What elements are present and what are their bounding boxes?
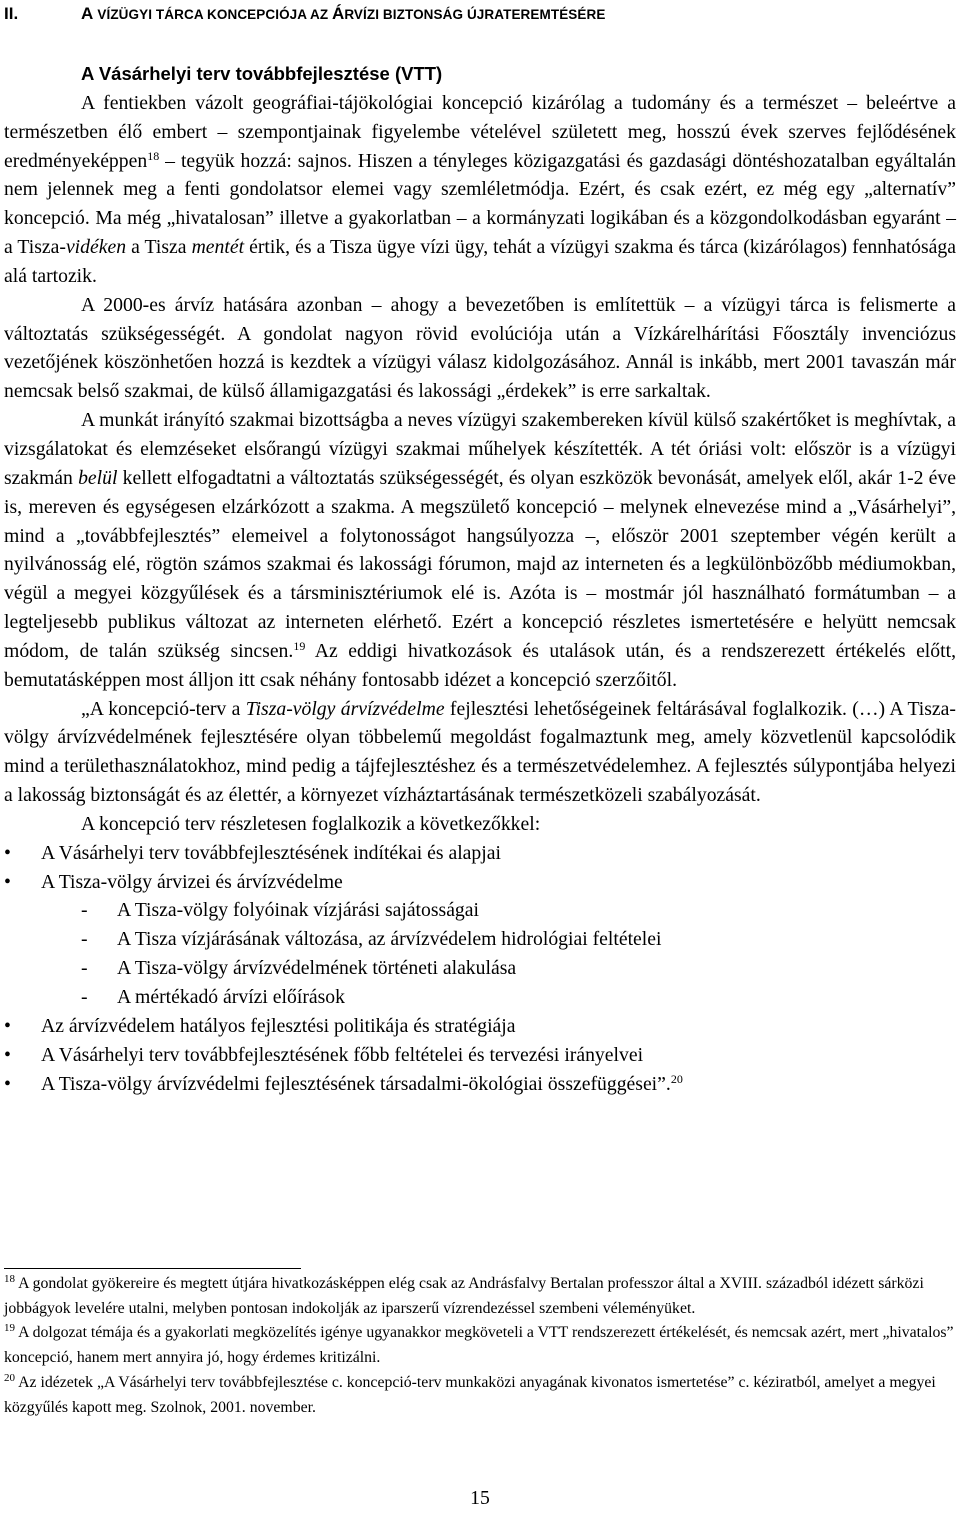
paragraph-3-text-a: A munkát irányító szakmai bizottságba a neves vízügyi szakembereken kívül külső szakértőket is meghívtak, a vizsgálatokat és elemzéseket elsőrangú vízügyi szakmai műhelyek készítették. A tét óriási volt: először is a vízügyi szakmán (4, 409, 956, 489)
bullet-icon: • (4, 870, 11, 893)
footnote-ref-18: 18 (147, 148, 160, 163)
quote-text-a: „A koncepció-terv a (81, 697, 246, 720)
footnote-text: A dolgozat témája és a gyakorlati megközelítés igénye ugyanakkor megköveteli a VTT rendszerezett értékelését, és nemcsak azért, mert „hivatalos” koncepció, hanem mert annyira jó, hogy érdemes kritizálni. (4, 1324, 954, 1367)
list-item-text: A Vásárhelyi terv továbbfejlesztésének főbb feltételei és tervezési irányelvei (41, 1043, 644, 1066)
footnote-number: 19 (4, 1322, 15, 1335)
footnote-20 (4, 1371, 956, 1420)
list-item (4, 839, 956, 868)
topic-list (4, 839, 956, 897)
paragraph-1-emphasis-2: mentét (191, 236, 245, 259)
footnote-divider (4, 1268, 301, 1269)
paragraph-3-emphasis: belül (78, 466, 118, 489)
footnote-text: Az idézetek „A Vásárhelyi terv továbbfejlesztése c. koncepció-terv munkaközi anyagának kivonatos ismertetése” c. kéziratból, amelyet a megyei közgyűlés kapott meg. Szolnok, 2001. november. (4, 1373, 936, 1416)
paragraph-1-emphasis-1: vidéken (65, 236, 127, 259)
sub-list-item (4, 983, 956, 1012)
paragraph-1-text-c: Ma még „hivatalosan” illetve a gyakorlatban – a kormányzati logikában és a közgondolkodásban egyaránt – a Tisza- (4, 207, 956, 259)
chapter-title-part-1: VÍZÜGYI TÁRCA KONCEPCIÓJA AZ (97, 7, 333, 22)
sub-topic-list (4, 896, 956, 1011)
list-item (4, 1041, 956, 1070)
footnote-ref-20: 20 (670, 1071, 683, 1086)
paragraph-2: A 2000-es árvíz hatására azonban – ahogy a bevezetőben is említettük – a vízügyi tárca is felismerte a változtatás szükségességét. A gondolat nagyon rövid evolúciója után a Vízkárelhárítási Főosztály invenciózus vezetőjének köszönhetően hozzá is kezdtek a vízügyi válasz kidolgozásához. Annál is inkább, mert 2001 tavaszán már nemcsak belső szakmai, de külső államigazgatási és lakossági „érdekek” is erre sarkaltak. (4, 293, 956, 403)
footnote-text: A gondolat gyökereire és megtett útjára hivatkozásképpen elég csak az Andrásfalvy Bertalan professzor által a XVIII. századból idézett sárközi jobbágyok levelére utalni, melyben pontosan indokolják az iparszerű vízrendezéssel szembeni véleményüket. (4, 1275, 924, 1317)
sub-list-item-text: A Tisza-völgy folyóinak vízjárási sajátosságai (117, 899, 479, 922)
footnote-ref-19: 19 (293, 638, 306, 653)
chapter-number: II. (4, 4, 19, 23)
footnote-number: 20 (4, 1371, 15, 1384)
dash-icon: - (81, 928, 88, 951)
list-item-text: A Tisza-völgy árvízvédelmi fejlesztésének társadalmi-ökológiai összefüggései”. (41, 1072, 671, 1095)
sub-list-item (4, 954, 956, 983)
list-intro: A koncepció terv részletesen foglalkozik a következőkkel: (81, 812, 541, 835)
paragraph-1-text-d: a Tisza (126, 236, 192, 259)
sub-list-item-text: A Tisza-völgy árvízvédelmének történeti alakulása (117, 957, 517, 980)
paragraph-1 (4, 89, 956, 291)
paragraph-3-text-c: Az eddigi hivatkozások és utalások után, és a rendszerezett értékelés előtt, bemutatásképpen most álljon itt csak néhány fontosabb idézet a koncepció szerzőitől. (4, 639, 956, 691)
chapter-title-initial-1: A (81, 4, 98, 23)
chapter-title (4, 4, 956, 25)
sub-list-item (4, 925, 956, 954)
footnote-19 (4, 1321, 956, 1370)
dash-icon: - (81, 899, 88, 922)
sub-list-item-text: A mértékadó árvízi előírások (117, 986, 345, 1008)
body-text (4, 60, 956, 1098)
dash-icon: - (81, 957, 88, 980)
section-heading: A Vásárhelyi terv továbbfejlesztése (VTT) (81, 63, 443, 84)
paragraph-3-text-b: kellett elfogadtatni a változtatás szükségességét, és olyan eszközök bevonását, amelyek elől, akár 1-2 éve is, mereven és egységesen elzárkózott a szakma. A megszülető koncepció – melynek elnevezése mind a „Vásárhelyi”, mind a „továbbfejlesztés” elemeivel a folytonosságot hangsúlyozza –, először 2001 szeptember végén került a nyilvánosság elé, rögtön számos szakmai és lakossági fórumon, majd az interneten és a legkülönbözőbb médiumokban, végül a megyei közgyűlések és a társminisztériumok elé is. Azóta is – mostmár jól használható formátumban – a legteljesebb publikus változat az interneten elérhető. Ezért a koncepció részletes ismertetésére e helyütt nemcsak módom, de talán szükség sincsen. (4, 466, 956, 662)
sub-list-item-text: A Tisza vízjárásának változása, az árvízvédelem hidrológiai feltételei (117, 928, 662, 951)
sub-list-item (4, 896, 956, 925)
paragraph-1-text-a: A fentiekben vázolt geográfiai-tájökológiai koncepció kizárólag a tudomány és a természet – beleértve a természetben élő embert – szempontjainak figyelembe vételével született meg, hosszú évek szerves fejlődésének eredményeképpen (4, 91, 956, 172)
quote-paragraph (4, 695, 956, 810)
footnotes (4, 1272, 956, 1420)
paragraph-1-text-e: értik, és a Tisza ügye vízi ügy, tehát a vízügyi szakma és tárca (kizárólagos) fennhatósága alá tartozik. (4, 236, 956, 287)
chapter-title-initial-2: Á (332, 4, 345, 23)
page-number: 15 (470, 1487, 490, 1509)
bullet-icon: • (4, 1072, 11, 1095)
paragraph-3 (4, 406, 956, 694)
bullet-icon: • (4, 841, 11, 864)
list-item-text: A Vásárhelyi terv továbbfejlesztésének indítékai és alapjai (41, 841, 501, 864)
footnote-18 (4, 1272, 956, 1321)
quote-emphasis: Tisza-völgy árvízvédelme (245, 697, 445, 720)
chapter-title-part-2: RVÍZI BIZTONSÁG ÚJRATEREMTÉSÉRE (344, 7, 606, 22)
list-item (4, 868, 956, 897)
list-item-text: A Tisza-völgy árvizei és árvízvédelme (41, 870, 343, 893)
footnote-number: 18 (4, 1273, 15, 1285)
list-item (4, 1012, 956, 1041)
dash-icon: - (81, 986, 88, 1008)
paragraph-1-text-b: – tegyük hozzá: sajnos. Hiszen a tényleges közigazgatási és gazdasági döntéshozatalban egyáltalán nem jelennek meg a fenti gondolatsor elemei vagy szemléletmódja. Ezért, és csak ezért, ez még egy „alternatív” koncepció. (4, 149, 956, 230)
quote-text-b: fejlesztési lehetőségeinek feltárásával foglalkozik. (…) A Tisza-völgy árvízvédelmének fejlesztésére olyan többelemű megoldást fogalmaztunk meg, amely közvetlenül kapcsolódik mind a területhasználatokhoz, mind pedig a tájfejlesztéshez és a természetvédelemhez. A fejlesztés súlypontjába helyezi a lakosság biztonságát és az élettér, a környezet vízháztartásának természetközeli szabályozását. (4, 697, 956, 807)
topic-list-continued (4, 1012, 956, 1099)
list-item (4, 1070, 956, 1099)
list-item-text: Az árvízvédelem hatályos fejlesztési politikája és stratégiája (41, 1014, 516, 1037)
bullet-icon: • (4, 1043, 11, 1066)
bullet-icon: • (4, 1014, 11, 1037)
